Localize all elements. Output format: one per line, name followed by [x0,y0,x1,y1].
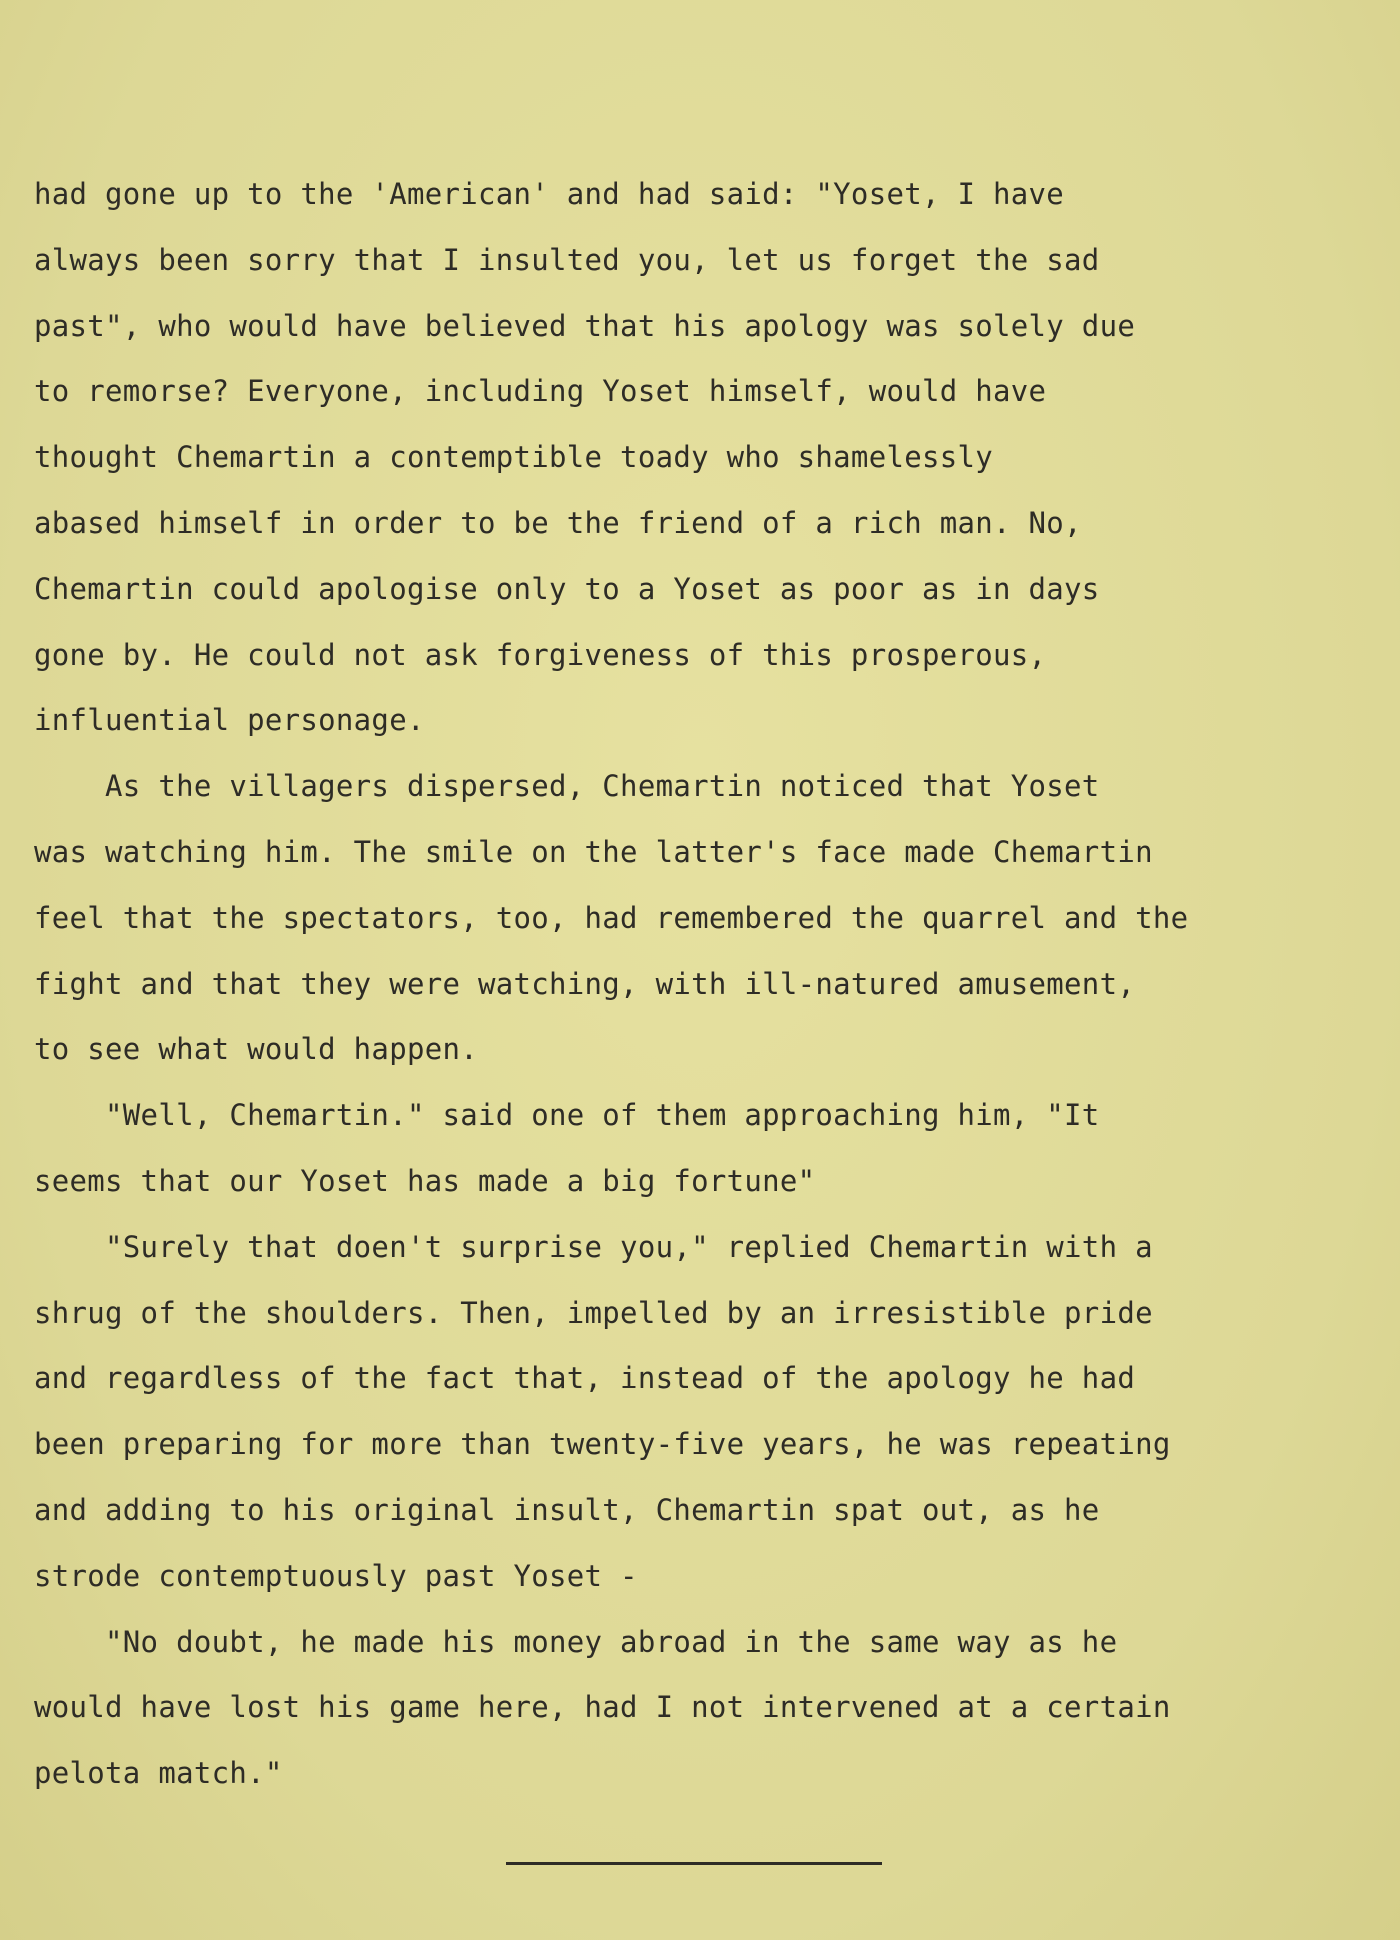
typescript-body [34,166,1374,1811]
text-line: was watching him. The smile on the latter's face made Chemartin [34,834,1153,869]
text-line: influential personage. [34,703,425,738]
section-divider [506,1862,882,1865]
text-line: "Well, Chemartin." said one of them approaching him, "It [34,1098,1100,1133]
text-line: had gone up to the 'American' and had said: "Yoset, I have [34,177,1065,211]
text-line: and adding to his original insult, Chemartin spat out, as he [34,1492,1100,1527]
text-line: been preparing for more than twenty-five years, he was repeating [34,1427,1171,1462]
text-line: would have lost his game here, had I not intervened at a certain [34,1690,1171,1725]
text-line: abased himself in order to be the friend of a rich man. No, [34,505,1082,540]
text-line: "Surely that doen't surprise you," replied Chemartin with a [34,1229,1153,1264]
text-line: strode contemptuously past Yoset - [34,1558,638,1593]
text-line: always been sorry that I insulted you, let us forget the sad [34,242,1100,277]
text-line: fight and that they were watching, with ill-natured amusement, [34,966,1136,1001]
text-line: seems that our Yoset has made a big fortune" [34,1163,816,1198]
text-line: "No doubt, he made his money abroad in the same way as he [34,1624,1118,1659]
text-line: As the villagers dispersed, Chemartin noticed that Yoset [34,769,1100,804]
text-line: and regardless of the fact that, instead of the apology he had [34,1361,1136,1396]
text-line: thought Chemartin a contemptible toady who shamelessly [34,440,994,475]
text-line: pelota match." [34,1756,283,1791]
text-line: past", who would have believed that his apology was solely due [34,308,1136,343]
text-line: to remorse? Everyone, including Yoset himself, would have [34,374,1047,409]
text-line: Chemartin could apologise only to a Yoset as poor as in days [34,571,1100,606]
text-line: feel that the spectators, too, had remembered the quarrel and the [34,900,1189,935]
text-line: shrug of the shoulders. Then, impelled by an irresistible pride [34,1295,1153,1330]
text-line: gone by. He could not ask forgiveness of this prosperous, [34,637,1047,672]
text-line: to see what would happen. [34,1032,478,1067]
